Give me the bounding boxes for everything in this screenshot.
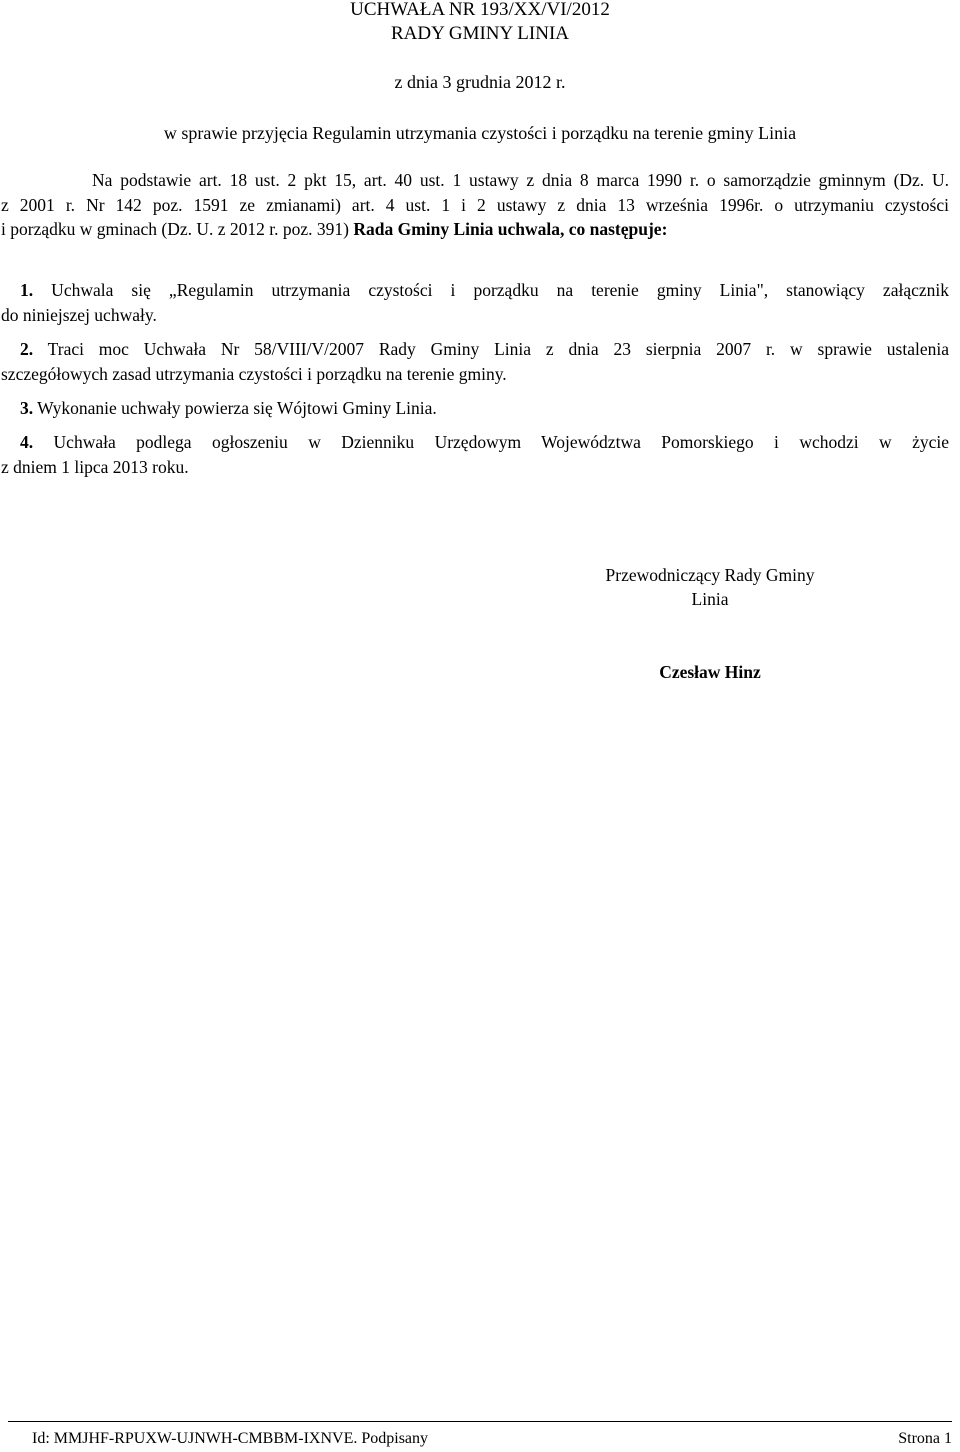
resolution-date: z dnia 3 grudnia 2012 r.	[394, 72, 566, 92]
section-line: 3. Wykonanie uchwały powierza się Wójtowi Gminy Linia.	[20, 398, 437, 418]
section-line: z dniem 1 lipca 2013 roku.	[1, 456, 189, 477]
resolution-title	[0, 0, 960, 46]
document-id: Id: MMJHF-RPUXW-UJNWH-CMBBM-IXNVE. Podpisany	[32, 1430, 429, 1447]
legal-basis-line: i porządku w gminach (Dz. U. z 2012 r. poz. 391) Rada Gminy Linia uchwala, co następuje:	[1, 219, 668, 239]
resolution-subject: w sprawie przyjęcia Regulamin utrzymania czystości i porządku na terenie gminy Linia	[163, 123, 797, 143]
footer-divider	[8, 1421, 952, 1422]
title-line-council: RADY GMINY LINIA	[390, 23, 569, 44]
signatory-role-line: Przewodniczący Rady Gminy	[605, 565, 815, 585]
section-4	[1, 430, 949, 479]
page-number: Strona 1	[898, 1430, 952, 1447]
signatory-name: Czesław Hinz	[659, 662, 761, 682]
signatory-role	[560, 563, 860, 611]
section-line: szczegółowych zasad utrzymania czystości i porządku na terenie gminy.	[1, 363, 507, 384]
legal-basis-line: z 2001 r. Nr 142 poz. 1591 ze zmianami) art. 4 ust. 1 i 2 ustawy z dnia 13 września 1996r. o utrzymaniu czystości	[1, 194, 949, 215]
section-number: 3.	[20, 398, 34, 418]
title-line-number: UCHWAŁA NR 193/XX/VI/2012	[350, 0, 610, 20]
section-number: 1.	[20, 280, 34, 300]
enacting-clause: Rada Gminy Linia uchwala, co następuje:	[353, 219, 668, 239]
section-line: 1. Uchwala się „Regulamin utrzymania czystości i porządku na terenie gminy Linia", stanowiący załącznik	[20, 280, 949, 300]
section-3	[1, 396, 949, 421]
signatory-role-line: Linia	[691, 589, 729, 609]
legal-basis	[1, 168, 949, 242]
section-2	[1, 337, 949, 386]
section-number: 2.	[20, 339, 34, 359]
section-line: 4. Uchwała podlega ogłoszeniu w Dzienniku Urzędowym Województwa Pomorskiego i wchodzi w życie	[20, 432, 949, 452]
section-line: do niniejszej uchwały.	[1, 304, 157, 325]
legal-basis-line: Na podstawie art. 18 ust. 2 pkt 15, art. 40 ust. 1 ustawy z dnia 8 marca 1990 r. o samorządzie gminnym (Dz. U.	[92, 170, 949, 190]
section-number: 4.	[20, 432, 34, 452]
section-line: 2. Traci moc Uchwała Nr 58/VIII/V/2007 Rady Gminy Linia z dnia 23 sierpnia 2007 r. w sprawie ustalenia	[20, 339, 949, 359]
section-1	[1, 278, 949, 327]
